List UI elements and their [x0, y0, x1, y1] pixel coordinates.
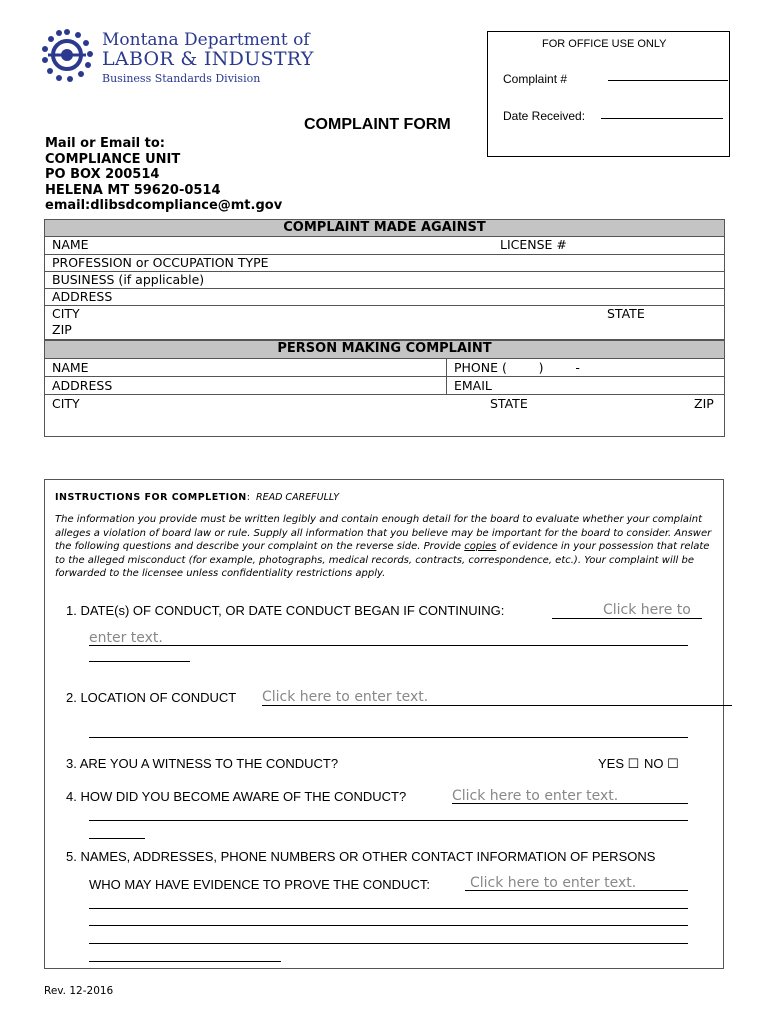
- question-4-underline: [452, 803, 688, 804]
- instructions-text: The information you provide must be written legibly and contain enough detail for the board to evaluate whether your complaint alleges a violation of board law or rule. Supply all information that you believe may be important for the board to consider. Answer the following questions and describe your complaint on the reverse side. Provide: [55, 514, 712, 552]
- against-city-field[interactable]: CITY: [52, 306, 80, 321]
- answer-line: [89, 661, 190, 662]
- mail-to-city: HELENA MT 59620-0514: [45, 182, 221, 198]
- person-email-field[interactable]: EMAIL: [454, 378, 492, 393]
- person-phone-field[interactable]: PHONE ( ) -: [454, 360, 580, 375]
- person-address-field[interactable]: ADDRESS: [52, 378, 113, 393]
- instructions-heading-note: READ CAREFULLY: [256, 492, 340, 503]
- question-5-input[interactable]: Click here to enter text.: [470, 875, 637, 891]
- question-3-label: 3. ARE YOU A WITNESS TO THE CONDUCT?: [66, 756, 339, 771]
- mail-to-unit: COMPLIANCE UNIT: [45, 151, 181, 167]
- column-divider: [446, 358, 447, 394]
- question-1-underline: [552, 618, 702, 619]
- revision-label: Rev. 12-2016: [44, 985, 114, 997]
- question-2-underline: [262, 705, 732, 706]
- against-name-field[interactable]: NAME: [52, 237, 89, 252]
- witness-yes-checkbox[interactable]: YES ☐: [598, 756, 640, 771]
- question-5-underline: [465, 890, 688, 891]
- instructions-heading: [55, 492, 339, 503]
- question-1-input-cont[interactable]: enter text.: [89, 630, 163, 646]
- question-1-label: 1. DATE(s) OF CONDUCT, OR DATE CONDUCT BEGAN IF CONTINUING:: [66, 603, 505, 618]
- against-state-field[interactable]: STATE: [607, 306, 645, 321]
- person-making-complaint-table: [44, 358, 725, 437]
- row-divider: [44, 394, 725, 395]
- instructions-paragraph: [55, 513, 715, 581]
- answer-line: [89, 838, 145, 839]
- person-making-complaint-header: PERSON MAKING COMPLAINT: [44, 340, 725, 359]
- mail-to-block: [45, 136, 282, 214]
- mail-to-email: email:dlibsdcompliance@mt.gov: [45, 198, 283, 213]
- mail-to-heading: Mail or Email to:: [45, 136, 165, 151]
- witness-no-checkbox[interactable]: NO ☐: [644, 756, 679, 771]
- row-divider: [44, 376, 725, 377]
- person-state-field[interactable]: STATE: [490, 396, 528, 411]
- against-address-field[interactable]: ADDRESS: [52, 289, 113, 304]
- logo-line-department: Montana Department of: [102, 30, 310, 50]
- against-zip-field[interactable]: ZIP: [52, 322, 72, 337]
- complaint-number-line: [608, 80, 728, 81]
- question-4-label: 4. HOW DID YOU BECOME AWARE OF THE CONDUCT?: [66, 789, 407, 804]
- instructions-text-cont: of evidence in your possession that relate to the alleged misconduct (for example, photographs, medical records, contracts, correspondence, etc.). Your complaint will be forwarded to the licensee unless confidentiality restrictions apply.: [55, 541, 710, 579]
- question-1-input[interactable]: Click here to: [603, 602, 691, 618]
- row-divider: [44, 288, 725, 289]
- form-title: COMPLAINT FORM: [304, 116, 451, 133]
- mail-to-pobox: PO BOX 200514: [45, 167, 160, 182]
- question-5-label: 5. NAMES, ADDRESSES, PHONE NUMBERS OR OTHER CONTACT INFORMATION OF PERSONS: [66, 849, 656, 864]
- department-seal-icon: [38, 27, 96, 85]
- logo-line-division: Business Standards Division: [102, 72, 261, 85]
- answer-line: [89, 820, 688, 821]
- question-4-input[interactable]: Click here to enter text.: [452, 788, 619, 804]
- instructions-heading-title: INSTRUCTIONS FOR COMPLETION: [55, 492, 247, 503]
- person-city-field[interactable]: CITY: [52, 396, 80, 411]
- person-zip-field[interactable]: ZIP: [694, 396, 714, 411]
- answer-line: [89, 925, 688, 926]
- against-profession-field[interactable]: PROFESSION or OCCUPATION TYPE: [52, 255, 269, 270]
- answer-line: [89, 737, 688, 738]
- logo-line-labor-industry: LABOR & INDUSTRY: [102, 48, 314, 70]
- office-use-title: FOR OFFICE USE ONLY: [542, 38, 667, 50]
- answer-line: [89, 908, 688, 909]
- date-received-label: Date Received:: [503, 109, 586, 123]
- person-name-field[interactable]: NAME: [52, 360, 89, 375]
- complaint-number-label: Complaint #: [503, 72, 568, 86]
- instructions-heading-sep: :: [246, 492, 250, 503]
- instructions-copies: copies: [464, 541, 497, 552]
- question-5-label-cont: WHO MAY HAVE EVIDENCE TO PROVE THE CONDUCT:: [89, 877, 430, 892]
- date-received-line: [601, 118, 723, 119]
- against-business-field[interactable]: BUSINESS (if applicable): [52, 272, 205, 287]
- complaint-against-header: COMPLAINT MADE AGAINST: [44, 219, 725, 237]
- answer-line: [89, 961, 281, 962]
- question-2-input[interactable]: Click here to enter text.: [262, 689, 429, 705]
- against-license-field[interactable]: LICENSE #: [500, 237, 567, 252]
- question-2-label: 2. LOCATION OF CONDUCT: [66, 690, 237, 705]
- answer-line: [89, 645, 688, 646]
- answer-line: [89, 943, 688, 944]
